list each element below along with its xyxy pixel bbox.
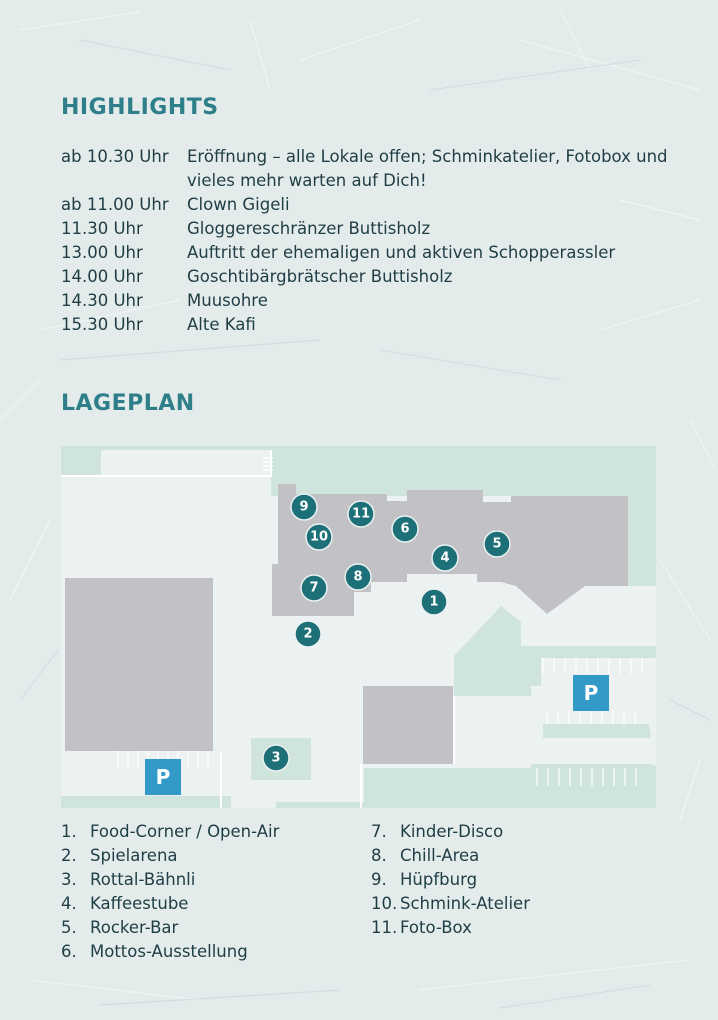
legend-item — [61, 820, 279, 844]
schedule-time: ab 10.30 Uhr — [61, 147, 169, 166]
svg-text:11: 11 — [351, 506, 371, 522]
legend-number: 7. — [371, 822, 387, 841]
map-marker-7 — [301, 575, 327, 601]
svg-text:5: 5 — [492, 536, 502, 552]
map-marker-11 — [348, 501, 374, 527]
highlights-heading: HIGHLIGHTS — [61, 95, 219, 120]
parking-sign — [573, 675, 609, 711]
svg-text:9: 9 — [299, 499, 309, 515]
svg-text:2: 2 — [303, 626, 313, 642]
schedule-text: Clown Gigeli — [187, 195, 290, 214]
legend-number: 4. — [61, 894, 77, 913]
map-marker-1 — [421, 589, 447, 615]
schedule-text: Auftritt der ehemaligen und aktiven Schopperassler — [187, 243, 616, 262]
legend-number: 5. — [61, 918, 77, 937]
parking-label: P — [155, 765, 171, 789]
svg-text:10: 10 — [309, 529, 329, 545]
schedule-row — [61, 217, 671, 241]
legend-number: 8. — [371, 846, 387, 865]
legend-item — [61, 892, 279, 916]
schedule-row — [61, 241, 671, 265]
map-marker-3 — [263, 745, 289, 771]
legend-label: Kaffeestube — [90, 894, 189, 913]
map-marker-5 — [484, 531, 510, 557]
schedule-time: 14.30 Uhr — [61, 291, 143, 310]
parking-label: P — [583, 681, 599, 705]
legend-item — [371, 868, 530, 892]
svg-text:7: 7 — [309, 580, 319, 596]
legend-label: Food-Corner / Open-Air — [90, 822, 280, 841]
legend-number: 10. — [371, 894, 398, 913]
legend-label: Hüpfburg — [400, 870, 478, 889]
schedule-text: Muusohre — [187, 291, 268, 310]
legend-number: 11. — [371, 918, 398, 937]
schedule-time: 13.00 Uhr — [61, 243, 143, 262]
schedule-text: Eröffnung – alle Lokale offen; Schminkatelier, Fotobox und vieles mehr warten auf Dich! — [187, 147, 668, 190]
legend-label: Spielarena — [90, 846, 178, 865]
map-legend-left — [61, 820, 279, 964]
parking-sign — [145, 759, 181, 795]
schedule-time: ab 11.00 Uhr — [61, 195, 169, 214]
map-legend-right — [371, 820, 530, 940]
schedule-row — [61, 313, 671, 337]
map-marker-2 — [295, 621, 321, 647]
legend-number: 1. — [61, 822, 77, 841]
svg-text:3: 3 — [271, 750, 281, 766]
legend-number: 3. — [61, 870, 77, 889]
schedule-time: 14.00 Uhr — [61, 267, 143, 286]
schedule-row — [61, 193, 671, 217]
legend-label: Rocker-Bar — [90, 918, 179, 937]
legend-number: 6. — [61, 942, 77, 961]
lageplan-heading: LAGEPLAN — [61, 391, 195, 416]
legend-item — [61, 844, 279, 868]
schedule-row — [61, 265, 671, 289]
svg-text:4: 4 — [440, 550, 450, 566]
map-marker-10 — [306, 524, 332, 550]
schedule-text: Alte Kafi — [187, 315, 256, 334]
map-marker-9 — [291, 494, 317, 520]
legend-item — [61, 916, 279, 940]
legend-label: Foto-Box — [400, 918, 472, 937]
legend-item — [61, 868, 279, 892]
legend-number: 9. — [371, 870, 387, 889]
svg-text:1: 1 — [429, 594, 439, 610]
site-map — [61, 446, 656, 808]
schedule-time: 15.30 Uhr — [61, 315, 143, 334]
legend-item — [371, 916, 530, 940]
legend-item — [371, 820, 530, 844]
highlights-schedule — [61, 145, 671, 337]
legend-label: Kinder-Disco — [400, 822, 504, 841]
legend-label: Rottal-Bähnli — [90, 870, 196, 889]
svg-text:6: 6 — [400, 521, 410, 537]
legend-number: 2. — [61, 846, 77, 865]
legend-item — [371, 844, 530, 868]
legend-item — [61, 940, 279, 964]
legend-label: Mottos-Ausstellung — [90, 942, 248, 961]
legend-label: Schmink-Atelier — [400, 894, 530, 913]
legend-label: Chill-Area — [400, 846, 480, 865]
schedule-text: Goschtibärgbrätscher Buttisholz — [187, 267, 453, 286]
schedule-text: Gloggereschränzer Buttisholz — [187, 219, 431, 238]
schedule-row — [61, 145, 671, 193]
map-marker-6 — [392, 516, 418, 542]
schedule-time: 11.30 Uhr — [61, 219, 143, 238]
legend-item — [371, 892, 530, 916]
map-marker-4 — [432, 545, 458, 571]
map-marker-8 — [345, 564, 371, 590]
svg-text:8: 8 — [353, 569, 363, 585]
schedule-row — [61, 289, 671, 313]
